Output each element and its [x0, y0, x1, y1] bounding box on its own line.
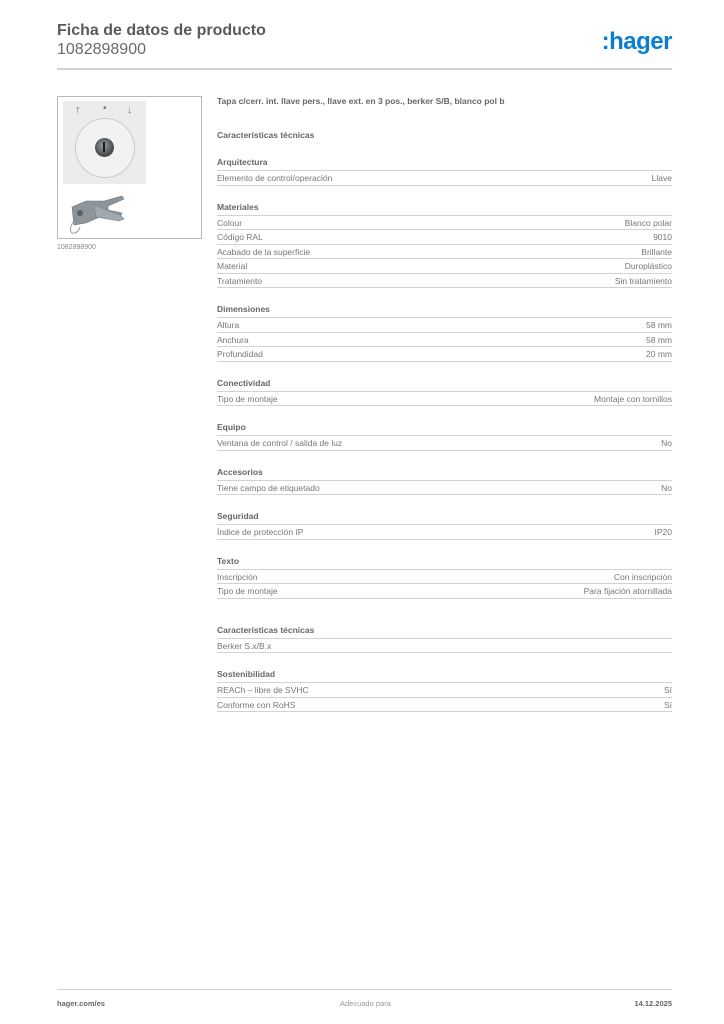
group-title: Arquitectura	[217, 157, 672, 171]
arrow-up-icon: ↑	[75, 104, 81, 116]
spec-group-security	[217, 511, 672, 540]
spec-row	[217, 481, 672, 496]
spec-value: Llave	[651, 173, 672, 183]
spec-value: 58 mm	[646, 334, 672, 345]
header-divider	[57, 68, 672, 70]
footer-divider	[57, 989, 672, 990]
spec-label: Tratamiento	[217, 275, 263, 286]
spec-value: IP20	[654, 527, 672, 537]
keys-icon	[64, 193, 128, 235]
section-title-technical: Características técnicas	[217, 130, 315, 140]
spec-label: Altura	[217, 320, 240, 330]
spec-row	[217, 333, 672, 348]
group-title: Seguridad	[217, 511, 672, 525]
page-title: Ficha de datos de producto	[57, 22, 266, 39]
page-header	[57, 22, 672, 59]
spec-row	[217, 245, 672, 260]
spec-row	[217, 171, 672, 186]
group-title: Características técnicas	[217, 625, 672, 639]
spec-value: 20 mm	[646, 349, 672, 359]
spec-row	[217, 683, 672, 698]
spec-label: Ventana de control / salida de luz	[217, 438, 343, 448]
footer-date: 14.12.2025	[634, 999, 672, 1008]
footer-suitable-for: Adecuado para	[340, 999, 391, 1008]
spec-value: Sí	[663, 699, 672, 710]
spec-label: Conforme con RoHS	[217, 699, 296, 710]
spec-row	[217, 698, 672, 713]
spec-label: Colour	[217, 217, 243, 228]
spec-group-equipment	[217, 422, 672, 451]
footer-website-link[interactable]: hager.com/es	[57, 999, 105, 1008]
spec-label: Acabado de la superficie	[217, 246, 311, 257]
spec-label: Inscripción	[217, 571, 258, 582]
spec-label: Código RAL	[217, 232, 263, 242]
product-description: Tapa c/cerr. int. llave pers., llave ext. en 3 pos., berker S/B, blanco pol b	[217, 96, 505, 106]
spec-row	[217, 274, 672, 289]
product-content	[217, 96, 672, 712]
spec-group-architecture	[217, 157, 672, 186]
spec-row	[217, 392, 672, 407]
spec-group-text	[217, 556, 672, 599]
spec-row	[217, 570, 672, 585]
spec-label: Tipo de montaje	[217, 586, 278, 596]
group-title: Materiales	[217, 202, 672, 216]
spec-group-technical	[217, 625, 672, 654]
spec-value: Blanco polar	[624, 217, 672, 228]
spec-group-dimensions	[217, 304, 672, 362]
group-title: Texto	[217, 556, 672, 570]
group-title: Conectividad	[217, 378, 672, 392]
spec-value: No	[661, 482, 672, 493]
spec-row	[217, 584, 672, 599]
spec-row	[217, 259, 672, 274]
group-title: Accesorios	[217, 467, 672, 481]
spec-group-connectivity	[217, 378, 672, 407]
key-switch-plate-image	[63, 101, 146, 184]
spec-row	[217, 525, 672, 540]
spec-value: Con inscripción	[613, 571, 672, 582]
spec-value: Sí	[663, 685, 672, 695]
spec-label: Material	[217, 261, 248, 271]
spec-label: Índice de protección IP	[217, 527, 304, 537]
spec-row	[217, 216, 672, 231]
image-caption: 1082898900	[57, 244, 96, 251]
spec-value: Brillante	[641, 246, 672, 257]
spec-value: Montaje con tornillos	[594, 393, 672, 404]
spec-group-sustainability	[217, 669, 672, 712]
dot-icon: •	[103, 103, 107, 114]
spec-value: Para fijación atornillada	[583, 586, 672, 596]
spec-label: Elemento de control/operación	[217, 173, 333, 183]
spec-label: Berker S.x/B.x	[217, 640, 272, 651]
lock-cylinder-icon	[95, 138, 114, 157]
spec-row	[217, 639, 672, 654]
spec-group-materials	[217, 202, 672, 289]
spec-row	[217, 436, 672, 451]
product-image	[57, 96, 202, 239]
hager-logo: :hager	[601, 28, 672, 55]
spec-value: No	[661, 438, 672, 448]
group-title: Equipo	[217, 422, 672, 436]
spec-label: Tipo de montaje	[217, 393, 278, 404]
spec-value: 9010	[653, 232, 672, 242]
spec-value: Sin tratamiento	[614, 275, 672, 286]
spec-label: REACh – libre de SVHC	[217, 685, 309, 695]
group-title: Dimensiones	[217, 304, 672, 318]
arrow-down-icon: ↓	[127, 104, 133, 116]
spec-row	[217, 347, 672, 362]
spec-row	[217, 318, 672, 333]
product-number: 1082898900	[57, 41, 146, 58]
spec-label: Profundidad	[217, 349, 263, 359]
spec-label: Anchura	[217, 334, 249, 345]
spec-row	[217, 230, 672, 245]
spec-value: 58 mm	[646, 320, 672, 330]
spec-label: Tiene campo de etiquetado	[217, 482, 320, 493]
spec-group-accessories	[217, 467, 672, 496]
group-title: Sostenibilidad	[217, 669, 672, 683]
spec-value: Duroplástico	[624, 261, 672, 271]
